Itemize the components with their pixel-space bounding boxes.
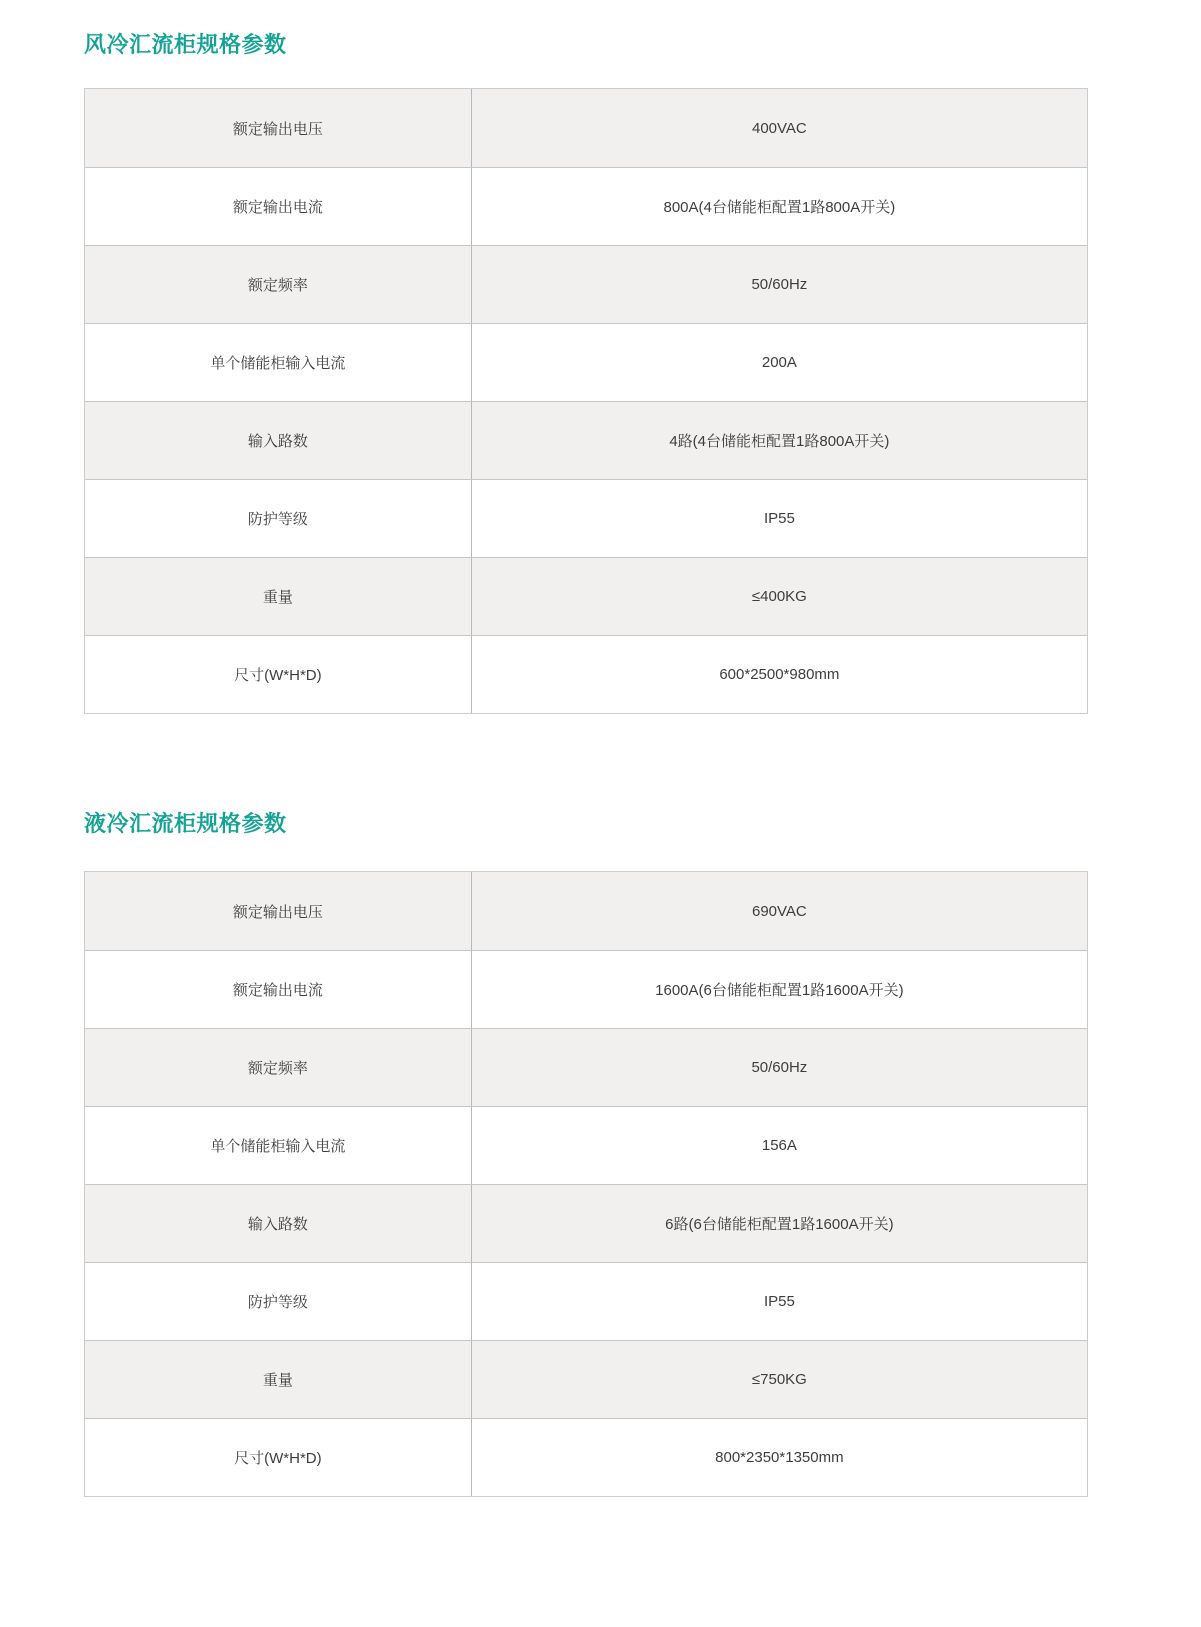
spec-label: 额定输出电流 xyxy=(85,951,472,1028)
table-row xyxy=(85,401,1087,479)
spec-label: 重量 xyxy=(85,558,472,635)
table-row xyxy=(85,950,1087,1028)
spec-value: 4路(4台储能柜配置1路800A开关) xyxy=(669,433,890,450)
spec-value: 800*2350*1350mm xyxy=(715,1449,844,1466)
spec-value: IP55 xyxy=(763,510,795,527)
spec-label: 防护等级 xyxy=(85,1263,472,1340)
table-row xyxy=(85,1028,1087,1106)
spec-value: 800A(4台储能柜配置1路800A开关) xyxy=(663,199,896,216)
spec-label: 额定输出电压 xyxy=(85,872,472,950)
table-row xyxy=(85,872,1087,950)
table-row xyxy=(85,323,1087,401)
section-title-air-cooled: 风冷汇流柜规格参数 xyxy=(84,32,287,57)
spec-value: 156A xyxy=(761,1137,797,1154)
spec-value: 50/60Hz xyxy=(751,276,808,293)
section-title-liquid-cooled: 液冷汇流柜规格参数 xyxy=(84,811,287,836)
spec-value: 50/60Hz xyxy=(751,1059,808,1076)
table-row xyxy=(85,89,1087,167)
table-row xyxy=(85,167,1087,245)
table-row xyxy=(85,479,1087,557)
spec-label: 输入路数 xyxy=(85,1185,472,1262)
table-row xyxy=(85,1184,1087,1262)
spec-label: 额定输出电流 xyxy=(85,168,472,245)
spec-value: 200A xyxy=(761,354,797,371)
spec-table-liquid-cooled xyxy=(84,871,1088,1497)
spec-value: ≤750KG xyxy=(751,1371,807,1388)
spec-label: 防护等级 xyxy=(85,480,472,557)
spec-value: 600*2500*980mm xyxy=(719,666,840,683)
spec-label: 尺寸(W*H*D) xyxy=(85,636,472,713)
table-row xyxy=(85,245,1087,323)
spec-value: 400VAC xyxy=(752,119,807,137)
spec-value: 6路(6台储能柜配置1路1600A开关) xyxy=(665,1216,894,1233)
spec-page-content xyxy=(84,0,1088,1497)
spec-label: 单个储能柜输入电流 xyxy=(85,1107,472,1184)
spec-label: 额定频率 xyxy=(85,246,472,323)
table-row xyxy=(85,1418,1087,1496)
table-row xyxy=(85,1106,1087,1184)
spec-label: 单个储能柜输入电流 xyxy=(85,324,472,401)
spec-value: 1600A(6台储能柜配置1路1600A开关) xyxy=(655,982,904,999)
spec-value: ≤400KG xyxy=(751,588,807,605)
section-air-cooled xyxy=(84,0,1088,714)
table-row xyxy=(85,1262,1087,1340)
table-row xyxy=(85,1340,1087,1418)
spec-label: 输入路数 xyxy=(85,402,472,479)
table-row xyxy=(85,635,1087,713)
section-liquid-cooled xyxy=(84,714,1088,1497)
spec-label: 额定频率 xyxy=(85,1029,472,1106)
table-row xyxy=(85,557,1087,635)
spec-label: 额定输出电压 xyxy=(85,89,472,167)
spec-value: 690VAC xyxy=(752,902,807,920)
spec-label: 尺寸(W*H*D) xyxy=(85,1419,472,1496)
spec-table-air-cooled xyxy=(84,88,1088,714)
spec-label: 重量 xyxy=(85,1341,472,1418)
spec-value: IP55 xyxy=(763,1293,795,1310)
